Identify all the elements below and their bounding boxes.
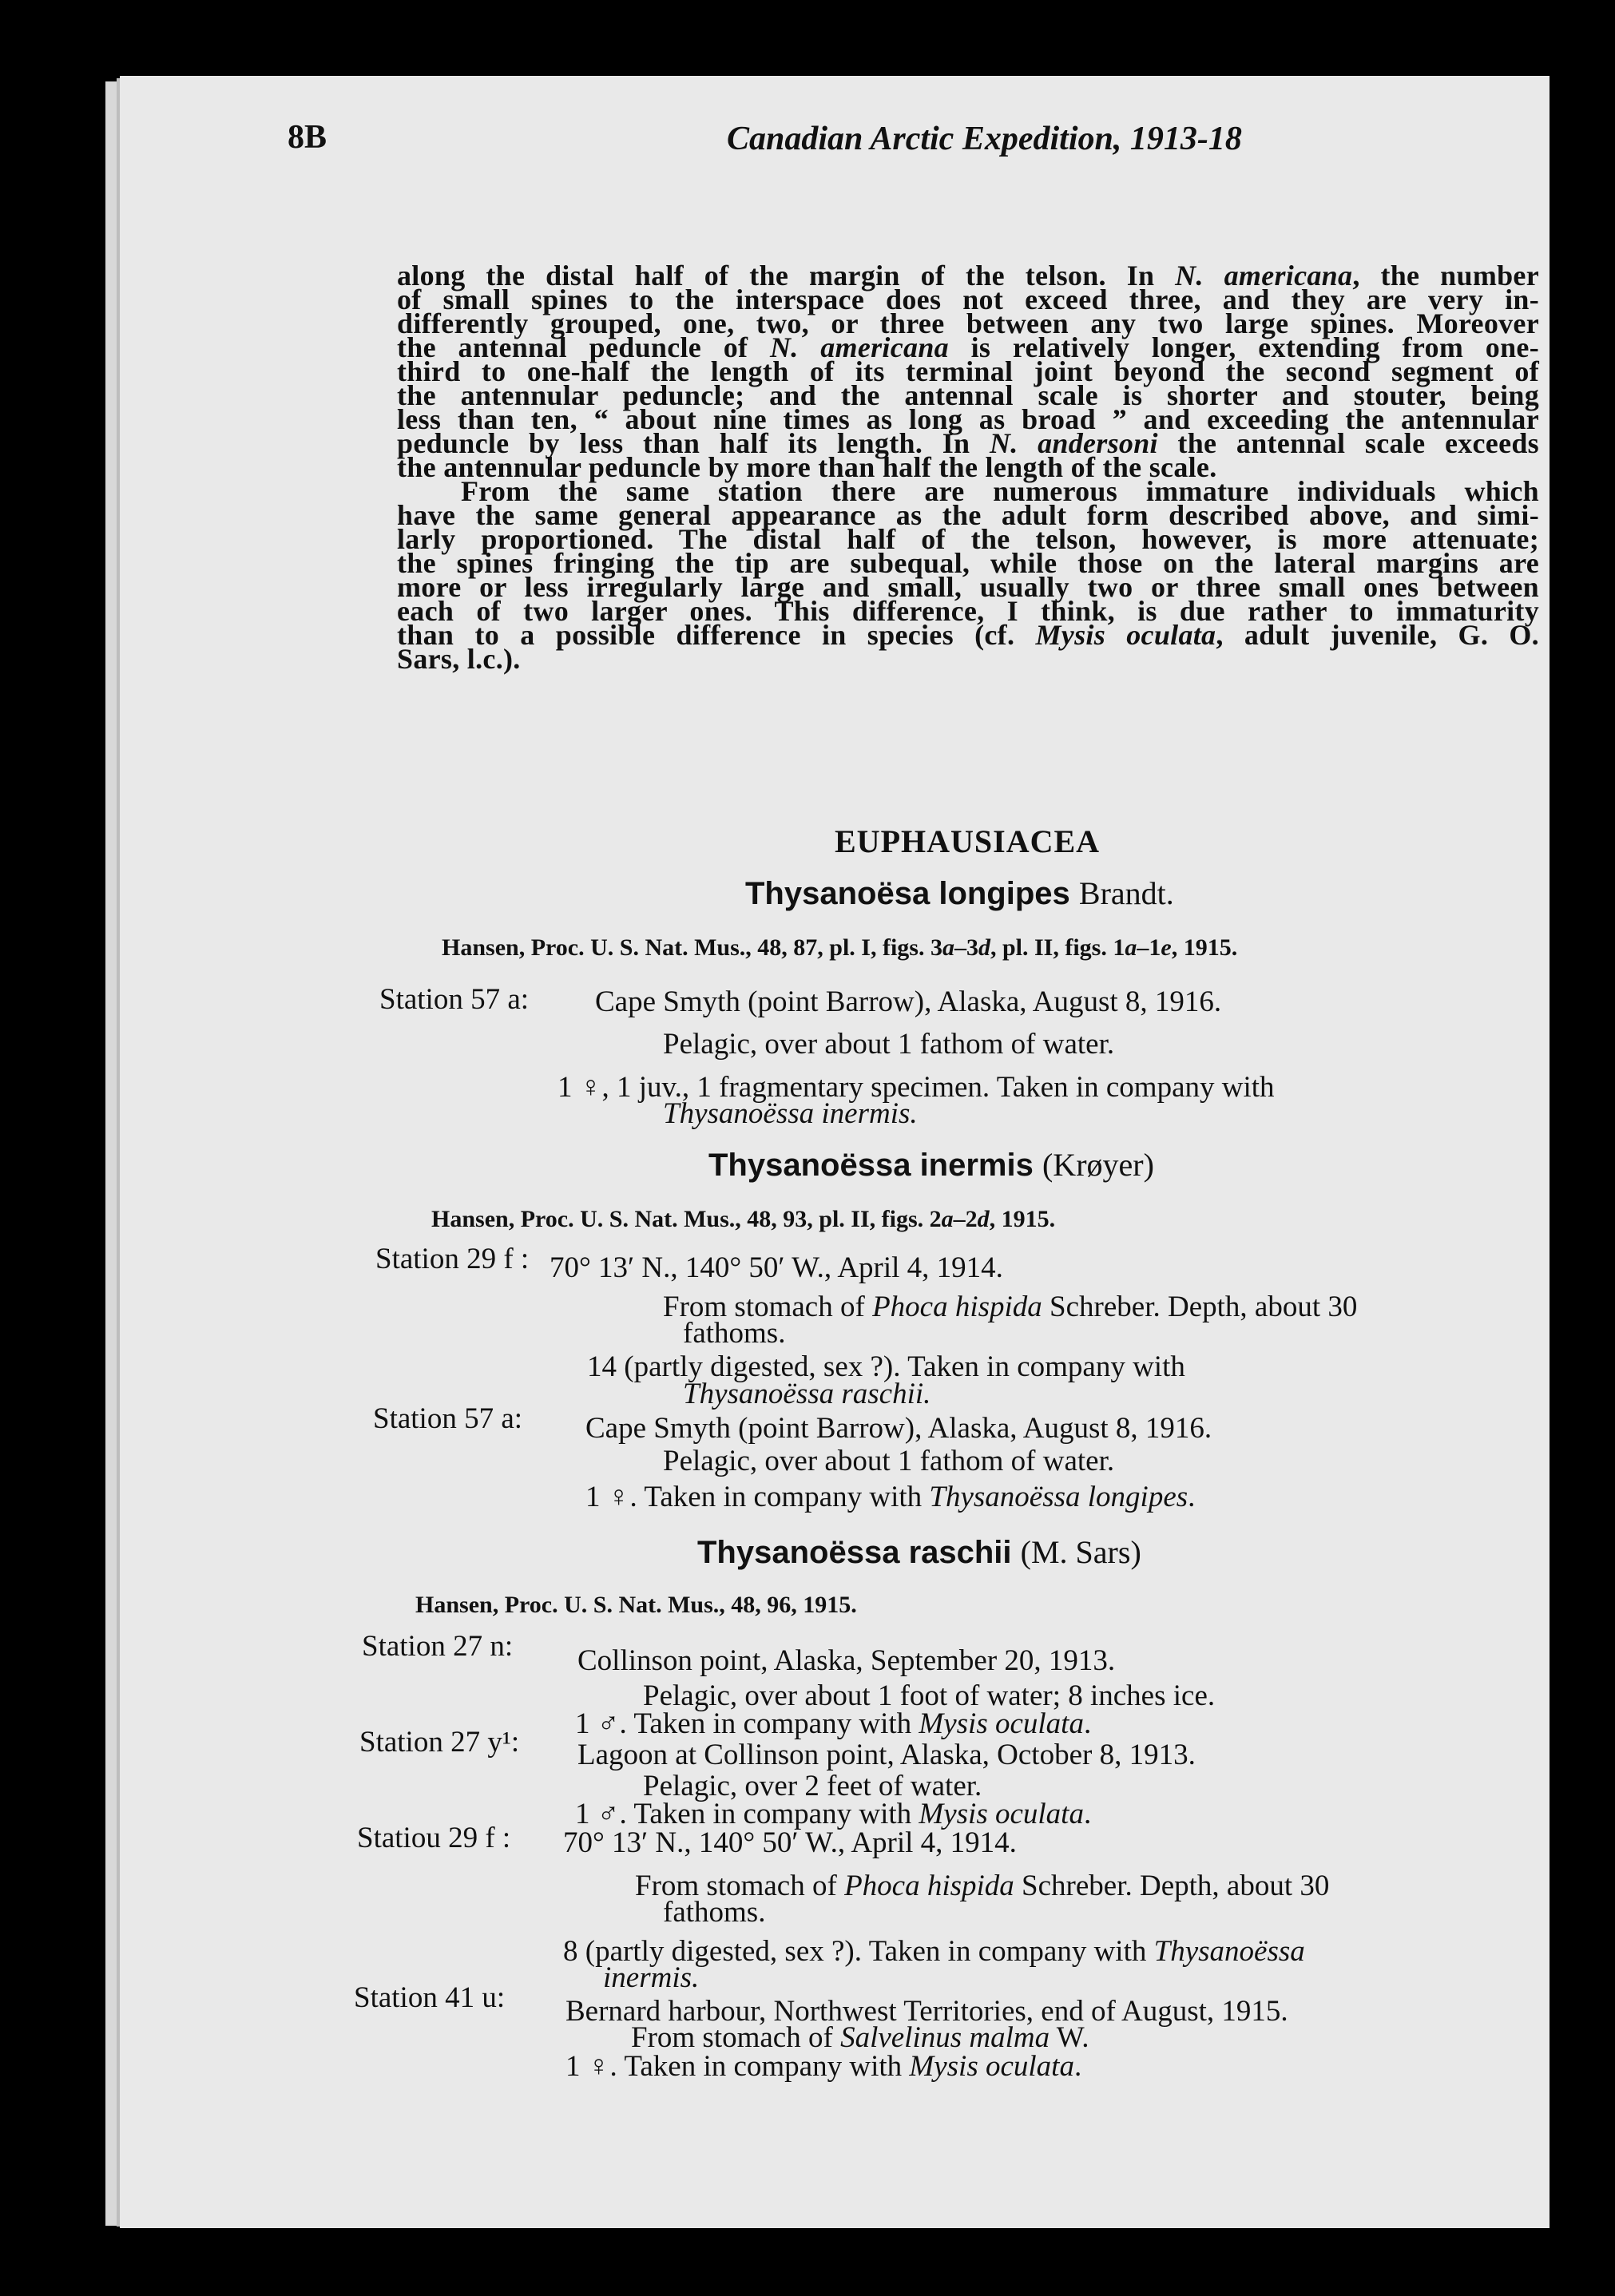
species-name: Thysanoësa longipes [745, 876, 1070, 911]
species-ref: Thysanoëssa inermis. [663, 1097, 918, 1130]
species-title [745, 874, 1174, 912]
station-text: Collinson point, Alaska, September 20, 1913. [577, 1644, 1116, 1677]
station-text: 70° 13′ N., 140° 50′ W., April 4, 1914. [563, 1826, 1017, 1859]
entry-line [663, 1096, 918, 1131]
entry-line: 8 (partly digested, sex ?). Taken in company with Thysanoëssa [563, 1935, 1305, 1968]
running-title: Canadian Arctic Expedition, 1913-18 [727, 121, 1242, 157]
paragraph-line: the spines fringing the tip are subequal, while those on the lateral margins are [397, 547, 1539, 579]
species-reference: Hansen, Proc. U. S. Nat. Mus., 48, 96, 1915. [415, 1592, 857, 1618]
station-label: Station 57 a: [373, 1402, 523, 1435]
body-paragraph [397, 260, 1539, 675]
species-author: (M. Sars) [1020, 1534, 1141, 1570]
paragraph-line: along the distal half of the margin of the telson. In N. americana, the number [397, 260, 1539, 291]
entry-line: From stomach of Phoca hispida Schreber. Depth, about 30 [663, 1291, 1358, 1323]
station-label: Station 27 y¹: [359, 1726, 520, 1759]
entry-line [683, 1377, 931, 1411]
entry-line: 14 (partly digested, sex ?). Taken in company with [587, 1350, 1185, 1383]
species-reference: Hansen, Proc. U. S. Nat. Mus., 48, 93, pl. II, figs. 2a–2d, 1915. [431, 1206, 1056, 1232]
species-ref: inermis. [603, 1961, 700, 1994]
entry-line: 1 ♀. Taken in company with Thysanoëssa longipes. [585, 1481, 1196, 1513]
paragraph-line: From the same station there are numerous immature individuals which [461, 475, 1539, 507]
entry-line: fathoms. [663, 1896, 766, 1929]
station-text: Bernard harbour, Northwest Territories, end of August, 1915. [565, 1995, 1288, 2028]
species-author: Brandt. [1078, 875, 1174, 911]
species-reference: Hansen, Proc. U. S. Nat. Mus., 48, 87, pl. I, figs. 3a–3d, pl. II, figs. 1a–1e, 1915. [442, 934, 1238, 961]
paragraph-line: of small spines to the interspace does not exceed three, and they are very in- [397, 284, 1539, 315]
station-label: Station 27 n: [362, 1630, 514, 1663]
entry-line [603, 1961, 699, 1995]
species-name: Thysanoëssa raschii [697, 1535, 1012, 1570]
paragraph-line: larly proportioned. The distal half of the telson, however, is more attenuate; [397, 523, 1539, 555]
species-title [708, 1146, 1154, 1184]
station-text: Cape Smyth (point Barrow), Alaska, August 8, 1916. [595, 985, 1222, 1018]
entry-line: 1 ♀. Taken in company with Mysis oculata. [565, 2050, 1082, 2083]
species-author: (Krøyer) [1042, 1147, 1154, 1183]
entry-line: Pelagic, over about 1 foot of water; 8 inches ice. [643, 1679, 1216, 1712]
station-text: 70° 13′ N., 140° 50′ W., April 4, 1914. [550, 1251, 1003, 1284]
station-label: Station 41 u: [354, 1981, 506, 2014]
paragraph-line: differently grouped, one, two, or three between any two large spines. Moreover [397, 307, 1539, 339]
paragraph-line: third to one-half the length of its terminal joint beyond the second segment of [397, 355, 1539, 387]
entry-line: 1 ♂. Taken in company with Mysis oculata. [575, 1798, 1092, 1830]
entry-line: Pelagic, over about 1 fathom of water. [663, 1028, 1115, 1061]
entry-line: 1 ♂. Taken in company with Mysis oculata. [575, 1707, 1092, 1740]
entry-line: Pelagic, over 2 feet of water. [643, 1770, 982, 1802]
paragraph-line: peduncle by less than half its length. In N. andersoni the antennal scale exceeds [397, 427, 1539, 459]
section-heading: EUPHAUSIACEA [835, 823, 1101, 859]
station-label: Station 57 a: [379, 983, 530, 1016]
entry-line: 1 ♀, 1 juv., 1 fragmentary specimen. Taken in company with [558, 1071, 1275, 1104]
paragraph-line: the antennular peduncle; and the antennal scale is shorter and stouter, being [397, 379, 1539, 411]
entry-line: fathoms. [683, 1317, 786, 1350]
paragraph-line: the antennular peduncle by more than half the length of the scale. [397, 451, 1217, 483]
paragraph-line: the antennal peduncle of N. americana is relatively longer, extending from one- [397, 331, 1539, 363]
species-title [697, 1533, 1141, 1571]
paragraph-line: have the same general appearance as the adult form described above, and simi- [397, 499, 1539, 531]
paragraph-line: more or less irregularly large and small, usually two or three small ones between [397, 571, 1539, 603]
station-text: Lagoon at Collinson point, Alaska, October 8, 1913. [577, 1739, 1196, 1771]
entry-line: From stomach of Phoca hispida Schreber. Depth, about 30 [635, 1870, 1330, 1902]
entry-line: From stomach of Salvelinus malma W. [631, 2021, 1089, 2054]
station-label: Statiou 29 f : [357, 1822, 511, 1854]
species-ref: Thysanoëssa raschii. [683, 1378, 931, 1410]
page-edge-left [105, 81, 117, 2226]
species-name: Thysanoëssa inermis [708, 1148, 1034, 1183]
paragraph-line: than to a possible difference in species (cf. Mysis oculata, adult juvenile, G. O. [397, 619, 1539, 651]
paragraph-line: less than ten, “ about nine times as long as broad ” and exceeding the antennular [397, 403, 1539, 435]
page-number: 8B [288, 119, 327, 156]
station-label: Station 29 f : [375, 1243, 530, 1275]
entry-line: Pelagic, over about 1 fathom of water. [663, 1445, 1115, 1477]
paragraph-line: each of two larger ones. This difference, I think, is due rather to immaturity [397, 595, 1539, 627]
paragraph-line: Sars, l.c.). [397, 643, 521, 675]
station-text: Cape Smyth (point Barrow), Alaska, August 8, 1916. [585, 1412, 1212, 1445]
